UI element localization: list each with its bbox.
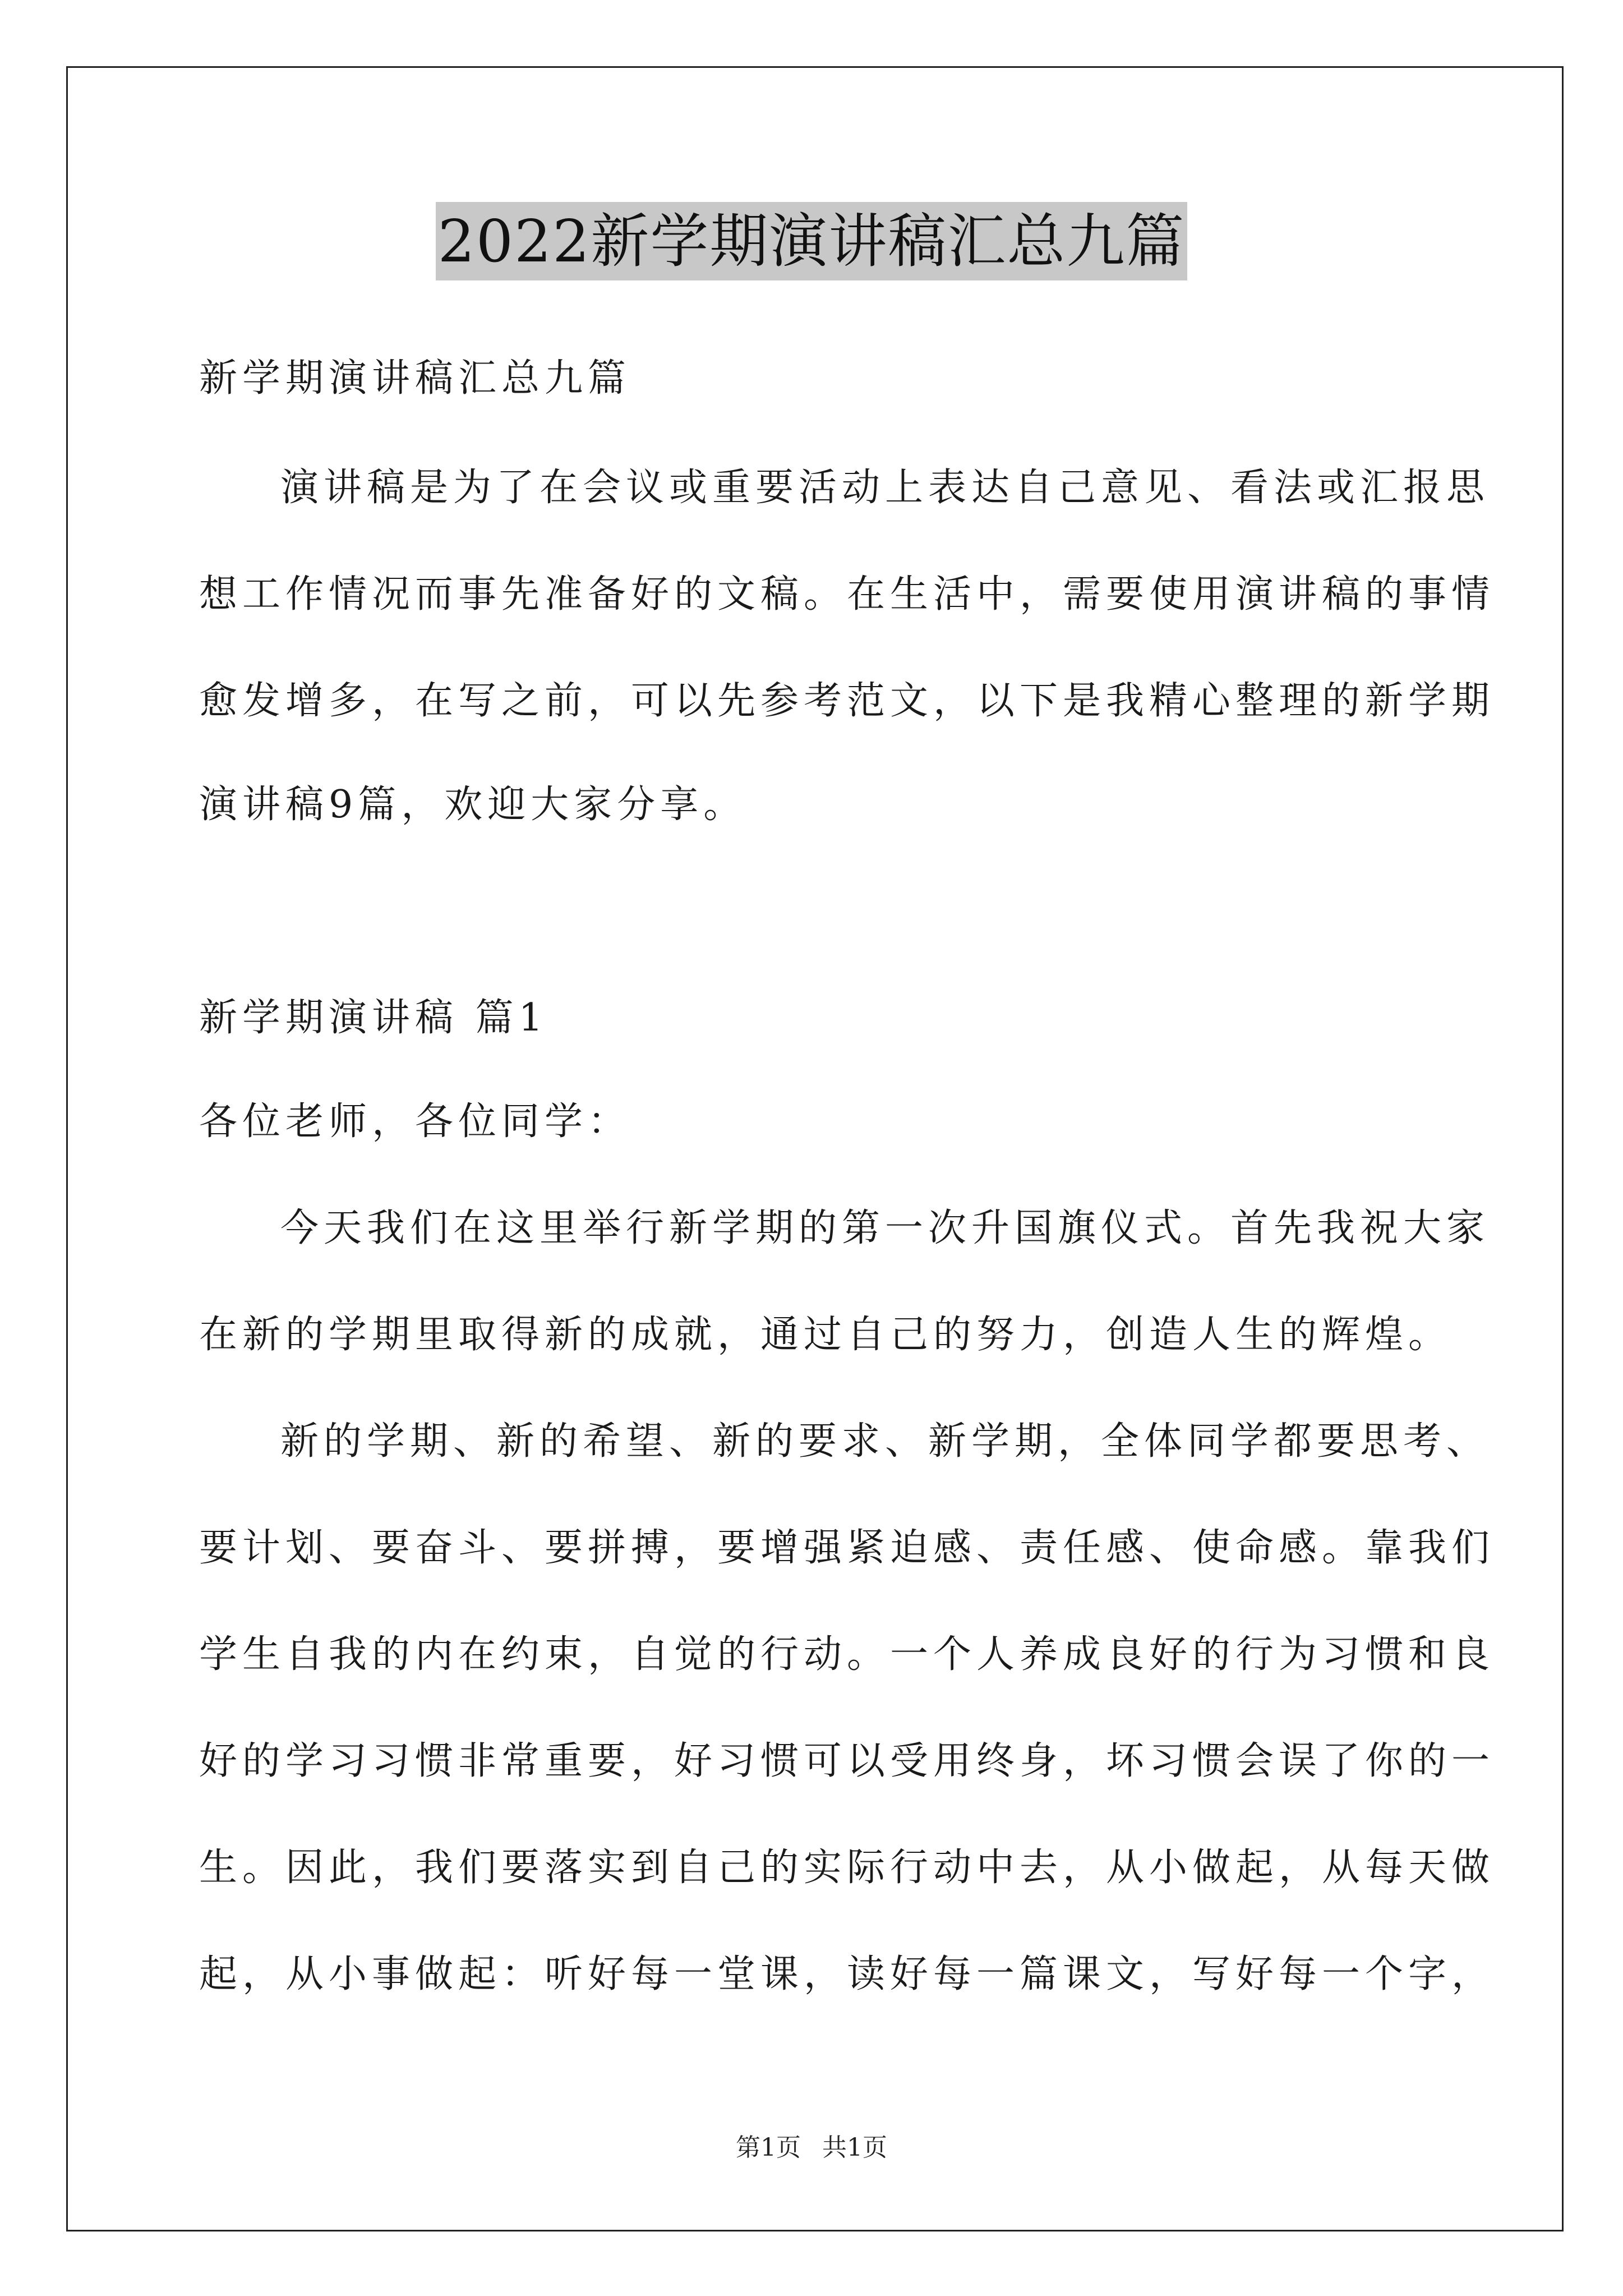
paragraph-line: 起，从小事做起：听好每一堂课，读好每一篇课文，写好每一个字， (199, 1952, 1495, 1996)
paragraph-line: 生。因此，我们要落实到自己的实际行动中去，从小做起，从每天做 (199, 1846, 1495, 1890)
document-title: 2022新学期演讲稿汇总九篇 (436, 202, 1188, 280)
page-total-label: 共1页 (822, 2133, 887, 2162)
paragraph-line: 今天我们在这里举行新学期的第一次升国旗仪式。首先我祝大家 (280, 1206, 1490, 1250)
paragraph-line: 学生自我的内在约束，自觉的行动。一个人养成良好的行为习惯和良 (199, 1632, 1495, 1677)
paragraph-line: 要计划、要奋斗、要拼搏，要增强紧迫感、责任感、使命感。靠我们 (199, 1526, 1495, 1570)
paragraph-line: 新的学期、新的希望、新的要求、新学期，全体同学都要思考、 (280, 1419, 1490, 1464)
page-current-label: 第1页 (736, 2133, 801, 2162)
paragraph-line: 想工作情况而事先准备好的文稿。在生活中，需要使用演讲稿的事情 (199, 572, 1495, 616)
salutation-line: 各位老师，各位同学： (199, 1099, 631, 1144)
subtitle-line: 新学期演讲稿汇总九篇 (199, 356, 631, 401)
paragraph-line: 演讲稿是为了在会议或重要活动上表达自己意见、看法或汇报思 (280, 466, 1490, 510)
section-heading: 新学期演讲稿 篇1 (199, 996, 548, 1040)
paragraph-line: 在新的学期里取得新的成就，通过自己的努力，创造人生的辉煌。 (199, 1313, 1452, 1357)
page-footer (0, 2127, 1623, 2163)
paragraph-line: 好的学习习惯非常重要，好习惯可以受用终身，坏习惯会误了你的一 (199, 1739, 1495, 1783)
paragraph-line: 愈发增多，在写之前，可以先参考范文，以下是我精心整理的新学期 (199, 679, 1495, 723)
title-container (0, 202, 1623, 280)
paragraph-line: 演讲稿9篇，欢迎大家分享。 (199, 783, 747, 827)
